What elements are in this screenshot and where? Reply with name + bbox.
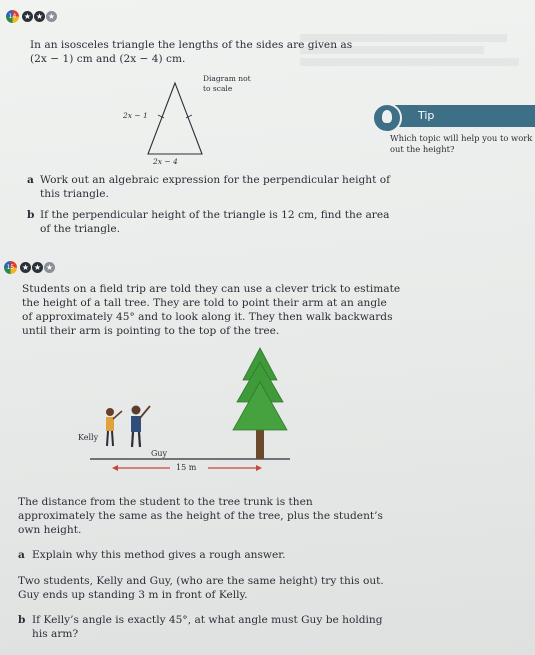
lightbulb-icon — [372, 103, 402, 133]
tree-illustration — [60, 340, 300, 480]
q15-para-line1: The distance from the student to the tree trunk is then — [18, 496, 313, 508]
difficulty-stars — [20, 262, 55, 273]
q15-intro-line4: until their arm is pointing to the top of the tree. — [22, 325, 280, 337]
isosceles-triangle-diagram — [140, 80, 210, 165]
q15-intro-line2: the height of a tall tree. They are told to point their arm at an angle — [22, 297, 387, 309]
distance-label: 15 m — [176, 463, 197, 472]
tip-title: Tip — [418, 109, 435, 122]
q15-part-b-label: b — [18, 614, 26, 626]
q14-part-b-line1: If the perpendicular height of the triangle is 12 cm, find the area — [40, 209, 390, 221]
q15-part-b-line2: his arm? — [32, 628, 79, 640]
star-icon: ★ — [23, 12, 32, 21]
tip-body — [390, 133, 535, 155]
star-icon: ★ — [47, 12, 56, 21]
q14-part-b-line2: of the triangle. — [40, 223, 121, 235]
q15-para-line3: own height. — [18, 524, 82, 536]
q14-number: 14 — [6, 10, 19, 23]
star-icon: ★ — [35, 12, 44, 21]
q14-part-a-line2: this triangle. — [40, 188, 109, 200]
tip-body-line1: Which topic will help you to work — [390, 133, 533, 143]
q15-mid-line1: Two students, Kelly and Guy, (who are the same height) try this out. — [18, 575, 384, 587]
diagram-note-line1: Diagram not — [203, 74, 251, 83]
q15-intro-line1: Students on a field trip are told they can use a clever trick to estimate — [22, 283, 401, 295]
star-icon: ★ — [45, 263, 54, 272]
tip-body-line2: out the height? — [390, 144, 455, 154]
q15-para-line2: approximately the same as the height of the tree, plus the student’s — [18, 510, 383, 522]
guy-label: Guy — [151, 449, 168, 458]
diagram-note-line2: to scale — [203, 84, 233, 93]
tip-box — [372, 105, 535, 161]
q15-part-a-label: a — [18, 549, 25, 561]
q15-part-b-line1: If Kelly’s angle is exactly 45°, at what angle must Guy be holding — [32, 614, 383, 626]
q14-badge — [6, 10, 57, 23]
star-icon: ★ — [33, 263, 42, 272]
star-icon: ★ — [21, 263, 30, 272]
difficulty-stars — [22, 11, 57, 22]
kelly-label: Kelly — [78, 433, 99, 442]
q14-intro-line2: (2x − 1) cm and (2x − 4) cm. — [30, 53, 186, 65]
q14-part-b-label: b — [27, 209, 35, 221]
tip-header — [382, 105, 535, 127]
q15-badge — [4, 261, 55, 274]
base-label: 2x − 4 — [153, 157, 178, 166]
q14-part-a-label: a — [27, 174, 34, 186]
q15-number: 15 — [4, 261, 17, 274]
q15-mid-line2: Guy ends up standing 3 m in front of Kelly. — [18, 589, 248, 601]
q14-intro-line1: In an isosceles triangle the lengths of the sides are given as — [30, 39, 353, 51]
q15-part-a-text: Explain why this method gives a rough answer. — [32, 549, 286, 561]
side-label: 2x − 1 — [123, 111, 148, 120]
q14-part-a-line1: Work out an algebraic expression for the perpendicular height of — [40, 174, 391, 186]
q15-intro-line3: of approximately 45° and to look along it. They then walk backwards — [22, 311, 393, 323]
